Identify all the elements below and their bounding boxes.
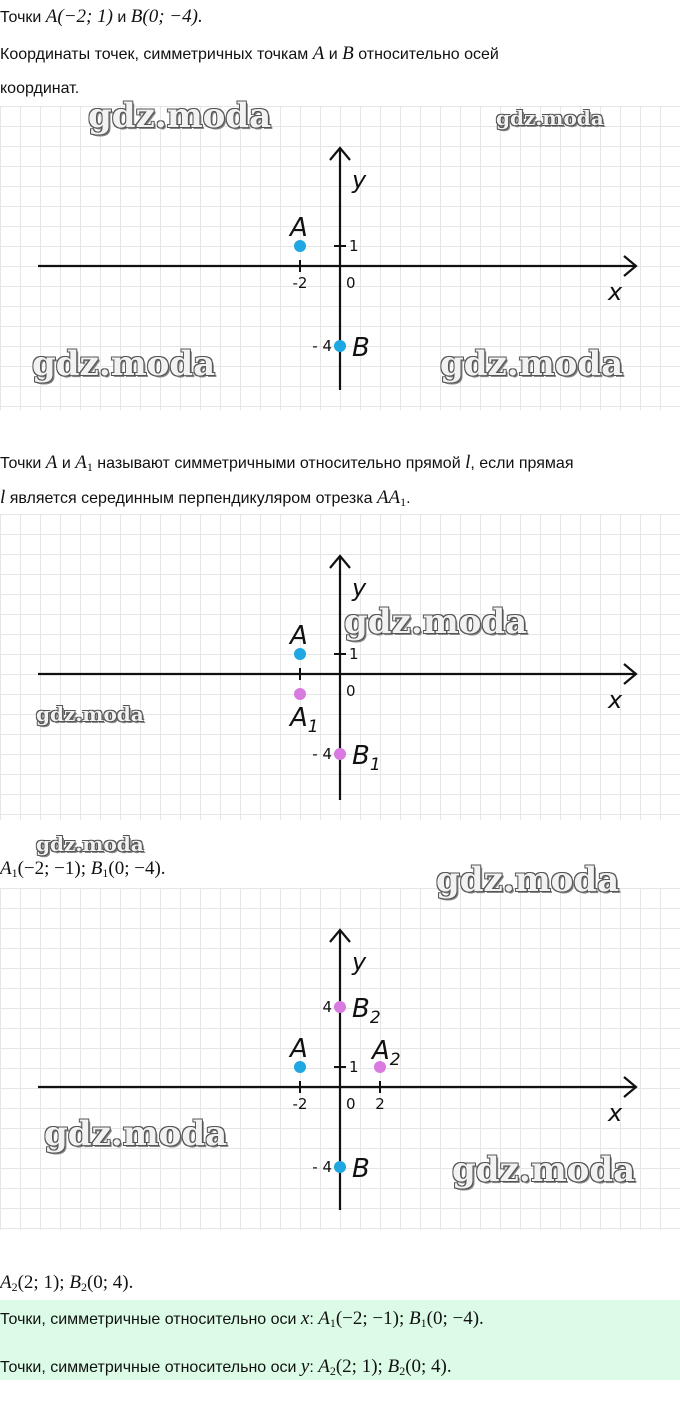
point-b-coords [131,6,203,27]
x-axis-label: x [608,686,623,714]
math: A [0,858,12,879]
x-axis-label: x [608,278,623,306]
y-tick-label: 1 [349,645,359,663]
math [0,858,166,879]
intro-line-1 [0,6,203,28]
text: Точки, симметричные относительно оси [0,1311,301,1328]
x-axis-label: x [608,1099,623,1127]
math: B [409,1308,421,1329]
text: называют симметричными относительно прямой [92,455,466,472]
math [75,452,93,473]
x-tick-label: -2 [292,274,308,292]
y-tick-label: - 4 [312,745,332,763]
math [318,1308,484,1329]
math: A [318,1356,330,1377]
coordinate-graph-1 [0,96,680,410]
y-tick-label: - 4 [312,1158,332,1176]
watermark: gdz.moda [36,702,144,726]
math-sub: 2 [399,1364,406,1378]
point-a1 [294,688,306,700]
math: y [300,1356,310,1377]
text: относительно осей [353,46,499,63]
text: Координаты точек, симметричных точкам [0,46,313,63]
point-b [334,1161,346,1173]
y-axis-label: y [352,166,367,194]
math: (2; 1); [17,1272,70,1293]
math-sub: 1 [420,1316,427,1330]
math-sub: 1 [11,866,18,880]
math: x [300,1308,310,1329]
watermark: gdz.moda [44,1114,228,1154]
origin-label: 0 [346,1095,356,1113]
graph-svg [0,514,680,820]
intro-line-3 [0,80,79,98]
text: Точки [0,9,46,26]
point-b2 [334,1001,346,1013]
math [318,1356,451,1377]
math: A [0,1272,12,1293]
point-b1 [334,748,346,760]
math-sub: 2 [11,1280,18,1294]
math: AA [376,487,401,508]
text: : [309,1311,319,1328]
watermark: gdz.moda [88,96,272,136]
math-sub: 1 [329,1316,336,1330]
math: l [0,487,6,508]
text: координат. [0,80,80,97]
math-sub: 1 [400,495,407,509]
point-label: A [290,621,308,651]
point-label: $B_1$ [352,741,381,775]
math [0,1272,133,1293]
math: (−2; −1); [335,1308,410,1329]
math: B [387,1356,400,1377]
math: A [312,43,325,64]
point-label: $B_2$ [352,994,381,1028]
text: . [406,490,411,507]
y-tick-label: 1 [349,1058,359,1076]
text: Точки [0,455,46,472]
y-axis-label: y [352,948,367,976]
y-tick-label: 4 [322,998,332,1016]
math: B [69,1272,81,1293]
math-sub: 2 [329,1364,336,1378]
y-tick-label: 1 [349,237,359,255]
math: A [75,452,87,473]
answer-y-axis [0,1356,452,1379]
text: и [324,46,343,63]
definition-line-1 [0,452,574,475]
text: и [112,9,131,26]
watermark: gdz.moda [440,344,624,384]
watermark: gdz.moda [36,832,144,856]
watermark: gdz.moda [436,860,620,900]
point-a-coords [46,6,113,27]
math-sub: 2 [80,1280,87,1294]
result-line-2 [0,1272,133,1295]
math-sub: 1 [86,460,93,474]
point-label-sub: 2 [369,1008,381,1028]
math: (0; −4). [108,858,166,879]
math: (2; 1); [335,1356,388,1377]
watermark: gdz.moda [32,344,216,384]
math: (0; −4). [426,1308,484,1329]
text: Точки, симметричные относительно оси [0,1359,301,1376]
point-b [334,340,346,352]
point-label-sub: 1 [307,717,319,737]
math: (−2; −1); [17,858,91,879]
point-label: B [352,1154,370,1184]
math [377,487,406,508]
math: B(0; −4). [130,6,203,27]
x-tick-label: 2 [375,1095,385,1113]
text: и [57,455,76,472]
point-label: $A_1$ [290,703,319,737]
math: (0; 4). [86,1272,134,1293]
answer-x-axis [0,1308,484,1331]
y-axis-label: y [352,574,367,602]
point-label: B [352,333,370,363]
math: A [318,1308,330,1329]
math: B [342,43,354,64]
math: B [90,858,103,879]
origin-label: 0 [346,682,356,700]
point-label: A [290,213,308,243]
intro-line-2 [0,43,499,65]
math: A(−2; 1) [45,6,113,27]
watermark: gdz.moda [452,1150,636,1190]
y-tick-label: - 4 [312,337,332,355]
math: l [465,452,471,473]
x-tick-label: -2 [292,1095,308,1113]
text: , если прямая [470,455,574,472]
point-label: $A_2$ [372,1036,401,1070]
watermark: gdz.moda [496,106,604,130]
point-label: A [290,1034,308,1064]
watermark: gdz.moda [344,602,528,642]
math-sub: 1 [102,866,109,880]
origin-label: 0 [346,274,356,292]
math: A [45,452,58,473]
result-line-1 [0,858,166,881]
coordinate-graph-2 [0,514,680,820]
point-label-sub: 2 [389,1050,401,1070]
math: (0; 4). [405,1356,452,1377]
text: : [309,1359,319,1376]
definition-line-2 [0,487,411,510]
point-label-sub: 1 [369,755,381,775]
text: является серединным перпендикуляром отрезка [5,490,377,507]
